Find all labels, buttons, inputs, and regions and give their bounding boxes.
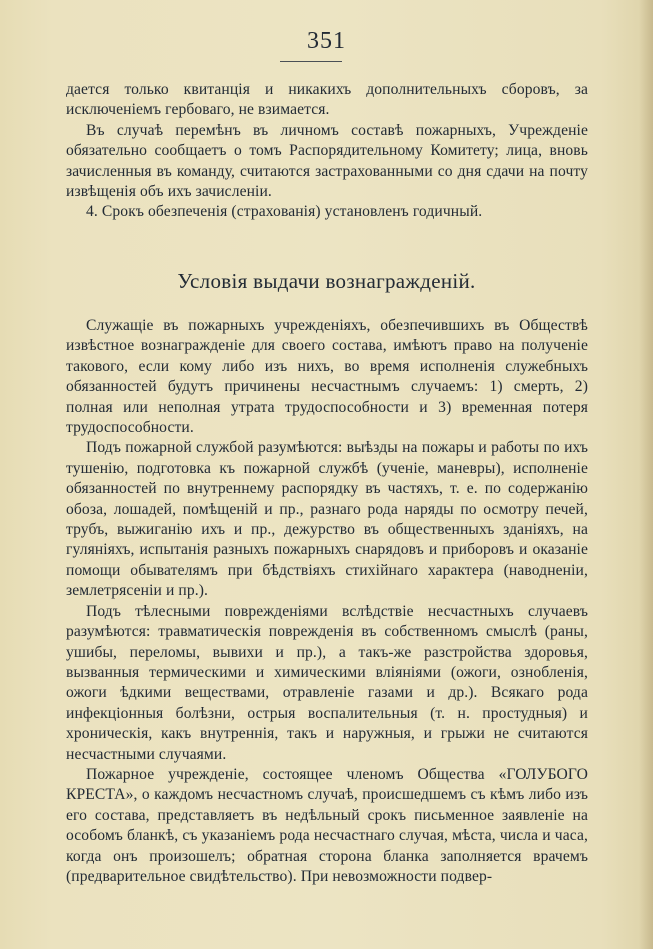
- paragraph-continuation: дается только квитанція и никакихъ дополнительныхъ сборовъ, за исключеніемъ гербоваго, не взимается.: [66, 81, 588, 119]
- paragraph-fire-service-definition: Подъ пожарной службой разумѣются: выѣзды на пожары и работы по ихъ тушенію, подготовка къ пожарной службѣ (ученіе, маневры), исполненіе обязанностей по внутреннему распорядку въ частяхъ, т. е. по содержанію обоза, лошадей, помѣщеній и пр., разнаго рода наряды по осмотру печей, трубъ, выжиганію ихъ и пр., дежурство въ общественныхъ зданіяхъ, на гуляніяхъ, испытанія разныхъ пожарныхъ снарядовъ и приборовъ и оказаніе помощи обывателямъ при бѣдствіяхъ стихійнаго характера (наводненіи, землетрясеніи и пр.).: [66, 439, 588, 600]
- paragraph-reporting-procedure: Пожарное учрежденіе, состоящее членомъ Общества «ГОЛУБОГО КРЕСТА», о каждомъ несчастномъ случаѣ, происшедшемъ съ кѣмъ либо изъ его состава, представляетъ въ недѣльный срокъ письменное заявленіе на особомъ бланкѣ, съ указаніемъ рода несчастнаго случая, мѣста, числа и часа, когда онъ произошелъ; обратная сторона бланка заполняется врачемъ (предварительное свидѣтельство). При невозможности подвер-: [66, 765, 588, 885]
- main-text-block: [66, 316, 588, 887]
- top-text-block: [66, 80, 588, 223]
- paragraph-insurance-term: 4. Срокъ обезпеченія (страхованія) установленъ годичный.: [86, 203, 483, 221]
- page-number-underline: [280, 61, 342, 62]
- paragraph-eligibility: Служащіе въ пожарныхъ учрежденіяхъ, обезпечившихъ въ Обществѣ извѣстное вознагражденіе для своего состава, имѣютъ право на полученіе такового, если кому либо изъ нихъ, во время исполненія служебныхъ обязанностей будутъ причинены несчастнымъ случаемъ: 1) смерть, 2) полная или неполная утрата трудоспособности и 3) временная потеря трудоспособности.: [66, 317, 588, 437]
- page-number: 351: [307, 28, 346, 54]
- paragraph-staff-changes: Въ случаѣ перемѣнъ въ личномъ составѣ пожарныхъ, Учрежденіе обязательно сообщаетъ о томъ Распорядительному Комитету; лица, вновь зачисленныя въ команду, считаются застрахованными со дня сдачи на почту извѣщенія объ ихъ зачисленіи.: [66, 121, 588, 201]
- paragraph-injury-definition: Подъ тѣлесными поврежденіями вслѣдствіе несчастныхъ случаевъ разумѣются: травматическія поврежденія въ собственномъ смыслѣ (раны, ушибы, переломы, вывихи и пр.), а такъ-же разстройства здоровья, вызванныя термическими и химическими вліяніями (ожоги, ознобленія, ожоги ѣдкими веществами, отравленіе газами и др.). Всякаго рода инфекціонныя болѣзни, острыя воспалительныя (т. н. простудныя) и хроническія, какъ внутреннія, такъ и наружныя, и грыжи не считаются несчастными случаями.: [66, 602, 588, 763]
- page-edge-shadow: [639, 0, 653, 949]
- section-title: Условія выдачи вознагражденій.: [177, 269, 476, 293]
